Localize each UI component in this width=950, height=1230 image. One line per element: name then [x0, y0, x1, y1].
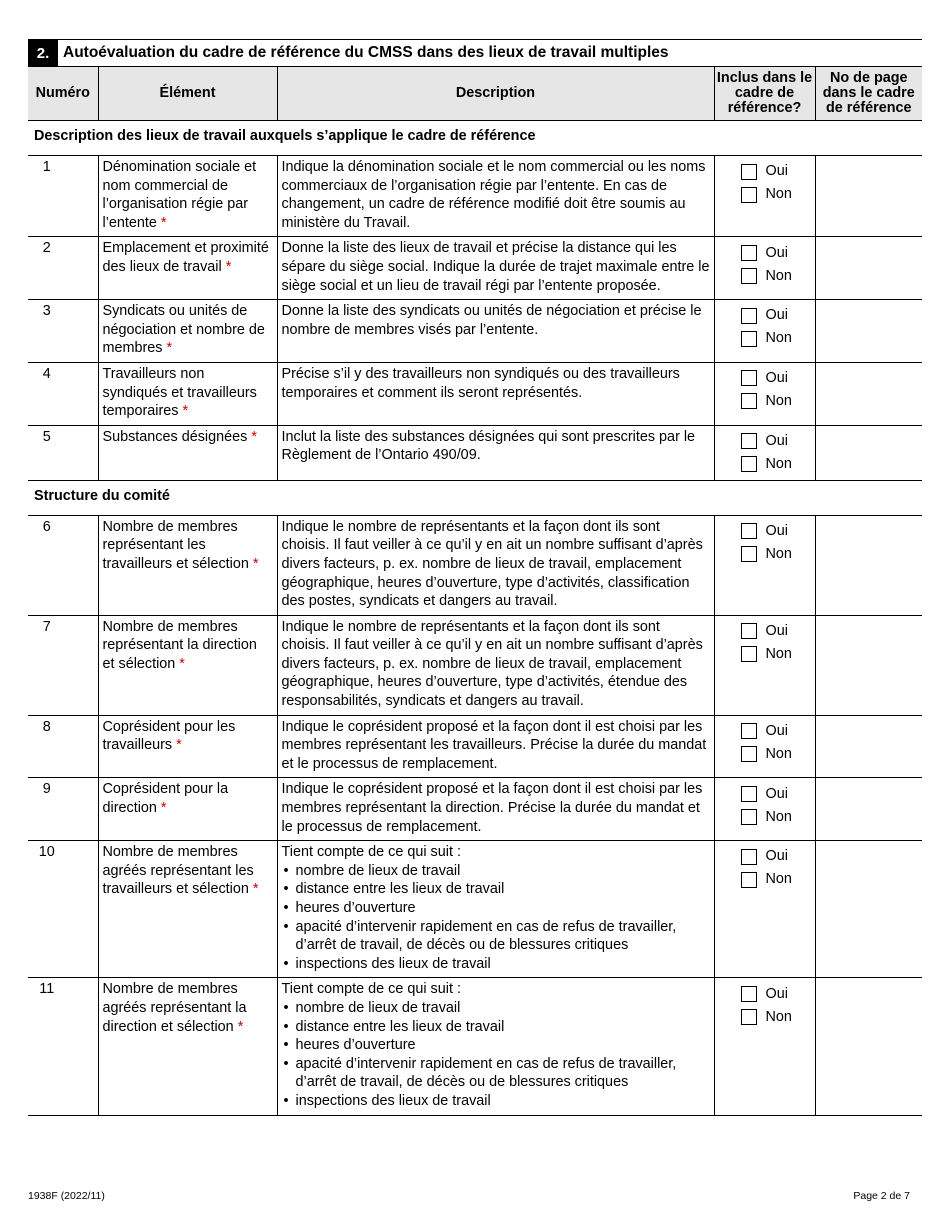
description-text: Précise s’il y des travailleurs non syndiqués ou des travailleurs temporaires et comment ils seront représentés.: [281, 365, 680, 401]
checkbox-non-option[interactable]: [741, 643, 811, 666]
description-list-item: • inspections des lieux de travail: [282, 1092, 710, 1111]
page-number-field[interactable]: [815, 778, 922, 841]
checkbox-non[interactable]: [741, 393, 757, 409]
row-number: [28, 515, 98, 615]
page-number-field[interactable]: [815, 978, 922, 1115]
row-number: [28, 300, 98, 363]
checkbox-oui-label: Oui: [765, 785, 788, 802]
included-cell: [714, 425, 815, 480]
group-title: Structure du comité: [28, 480, 922, 515]
checkbox-oui-label: Oui: [765, 985, 788, 1002]
table-row: [28, 237, 922, 300]
required-mark: *: [182, 403, 189, 420]
row-number: [28, 778, 98, 841]
required-mark: *: [179, 655, 185, 672]
element-text: Travailleurs non syndiqués et travailleurs temporaires: [102, 365, 257, 420]
description-list-item: • inspections des lieux de travail: [282, 955, 710, 974]
checkbox-oui[interactable]: [741, 723, 757, 739]
row-number-text: 1: [42, 159, 51, 175]
row-number-text: 8: [42, 718, 51, 735]
checkbox-oui[interactable]: [741, 164, 757, 180]
checkbox-oui-label: Oui: [765, 432, 788, 449]
row-number: [28, 615, 98, 715]
element-text: Nombre de membres représentant les travailleurs et sélection: [102, 518, 249, 572]
table-row: [28, 156, 922, 237]
table-body: [28, 121, 922, 1116]
checkbox-non[interactable]: [741, 809, 757, 825]
row-number: [28, 978, 98, 1115]
checkbox-oui-option[interactable]: [741, 782, 811, 805]
checkbox-non-option[interactable]: [741, 183, 811, 206]
row-number: [28, 715, 98, 778]
description-text: Donne la liste des syndicats ou unités de négociation et précise le nombre de membres visés par l’entente.: [281, 303, 702, 338]
checkbox-oui-option[interactable]: [741, 367, 811, 390]
row-description: [277, 425, 714, 480]
table-row: [28, 615, 922, 715]
row-number-text: 11: [39, 981, 55, 998]
description-text: Indique le coprésident proposé et la façon dont il est choisi par les membres représentant les travailleurs. Précise la durée du mandat et le processus de remplacement.: [281, 718, 707, 772]
page-number-field[interactable]: [815, 425, 922, 480]
description-text: Donne la liste des lieux de travail et précise la distance qui les sépare du siège social. Indique la durée de trajet maximale entre le siège social et un lieu de travail régi par l’entente proposée.: [281, 240, 710, 294]
col-header-inclus: Inclus dans le cadre de référence?: [714, 67, 815, 121]
description-list: [282, 862, 710, 974]
row-description: [277, 715, 714, 778]
element-text: Nombre de membres agréés représentant les travailleurs et sélection: [102, 844, 254, 898]
description-text: Indique la dénomination sociale et le nom commercial ou les noms commerciaux de l’organisation régie par l’entente. En cas de changement, un cadre de référence modifié doit être soumis au ministère du Travail.: [281, 159, 706, 231]
checkbox-oui-label: Oui: [765, 163, 788, 180]
checkbox-oui-option[interactable]: [741, 520, 811, 543]
row-description: [277, 156, 714, 237]
element-text: Nombre de membres agréés représentant la direction et sélection: [102, 981, 247, 1035]
table-header-row: [28, 67, 922, 121]
table-row: [28, 778, 922, 841]
table-row: [28, 515, 922, 615]
description-text: Inclut la liste des substances désignées qui sont prescrites par le Règlement de l’Ontario 490/09.: [281, 428, 696, 464]
checkbox-oui[interactable]: [741, 308, 757, 324]
row-element: [98, 615, 277, 715]
checkbox-oui-label: Oui: [765, 622, 788, 639]
row-element: [98, 156, 277, 237]
row-number: [28, 425, 98, 480]
checkbox-non-label: Non: [765, 808, 792, 825]
section-header: [28, 39, 922, 66]
checkbox-non-label: Non: [765, 267, 792, 284]
description-text: Indique le nombre de représentants et la façon dont ils sont choisis. Il faut veiller à ce qu’il y en ait un nombre suffisant d’après divers facteurs, p. ex. nombre de lieux de travail, emplacement géographique, heures d’ouverture, type d’activités, étendue des responsabilités, syndicats et dangers au travail.: [281, 618, 703, 710]
included-cell: [714, 841, 815, 978]
included-cell: [714, 778, 815, 841]
col-header-description: Description: [277, 67, 714, 121]
description-list-item: • nombre de lieux de travail: [282, 862, 710, 881]
checkbox-oui-option[interactable]: [741, 720, 811, 743]
checkbox-oui-option[interactable]: [741, 430, 811, 453]
element-text: Substances désignées: [102, 428, 248, 445]
element-text: Coprésident pour la direction: [102, 781, 229, 817]
checkbox-oui-label: Oui: [765, 244, 788, 261]
element-text: Nombre de membres représentant la direction et sélection: [102, 618, 257, 672]
row-number-text: 6: [42, 518, 51, 535]
row-element: [98, 425, 277, 480]
row-description: [277, 778, 714, 841]
row-element: [98, 515, 277, 615]
required-mark: *: [160, 800, 167, 817]
checkbox-non-option[interactable]: [741, 390, 811, 413]
col-header-numero: Numéro: [28, 67, 98, 121]
required-mark: *: [237, 1018, 244, 1035]
table-row: [28, 715, 922, 778]
checkbox-oui[interactable]: [741, 849, 757, 865]
col-header-element: Élément: [98, 67, 277, 121]
row-number: [28, 156, 98, 237]
checkbox-oui[interactable]: [741, 433, 757, 449]
checkbox-non-label: Non: [765, 545, 792, 562]
checkbox-non[interactable]: [741, 746, 757, 762]
included-cell: [714, 715, 815, 778]
description-list-item: • heures d’ouverture: [282, 1036, 710, 1055]
checkbox-non[interactable]: [741, 546, 757, 562]
section-number: 2.: [28, 40, 58, 66]
checkbox-oui-option[interactable]: [741, 982, 811, 1005]
form-page: [28, 39, 922, 1116]
page-number-field[interactable]: [815, 300, 922, 363]
checkbox-non-option[interactable]: [741, 264, 811, 287]
description-text: Indique le nombre de représentants et la façon dont ils sont choisis. Il faut veiller à ce qu’il y en ait un nombre suffisant d’après divers facteurs, p. ex. nombre de lieux de travail, emplacement géographique, heures d’ouverture, type d’activités, classification des postes, syndicats et dangers au travail.: [281, 518, 703, 610]
checkbox-non-option[interactable]: [741, 868, 811, 891]
row-description: [277, 362, 714, 425]
description-text: Indique le coprésident proposé et la façon dont il est choisi par les membres représentant la direction. Précise la durée du mandat et le processus de remplacement.: [281, 781, 703, 835]
required-mark: *: [252, 881, 259, 898]
checkbox-non-option[interactable]: [741, 805, 811, 828]
section-title: Autoévaluation du cadre de référence du CMSS dans des lieux de travail multiples: [63, 44, 669, 61]
row-number-text: 4: [42, 365, 51, 382]
checkbox-non[interactable]: [741, 331, 757, 347]
row-element: [98, 778, 277, 841]
checkbox-oui[interactable]: [741, 245, 757, 261]
table-row: [28, 841, 922, 978]
col-header-page: No de page dans le cadre de référence: [815, 67, 922, 121]
included-cell: [714, 156, 815, 237]
row-description: [277, 237, 714, 300]
checkbox-oui[interactable]: [741, 623, 757, 639]
group-row: [28, 480, 922, 515]
row-number: [28, 841, 98, 978]
page-number: Page 2 de 7: [853, 1190, 910, 1202]
row-number: [28, 362, 98, 425]
checkbox-non-option[interactable]: [741, 1005, 811, 1028]
required-mark: *: [160, 214, 167, 231]
table-row: [28, 362, 922, 425]
row-number: [28, 237, 98, 300]
included-cell: [714, 615, 815, 715]
row-element: [98, 978, 277, 1115]
page-number-field[interactable]: [815, 841, 922, 978]
checkbox-oui-label: Oui: [765, 307, 788, 324]
description-list-item: • apacité d’intervenir rapidement en cas de refus de travailler, d’arrêt de travail, de décès ou de blessures critiques: [282, 918, 710, 955]
included-cell: [714, 237, 815, 300]
description-list-item: • apacité d’intervenir rapidement en cas de refus de travailler, d’arrêt de travail, de décès ou de blessures critiques: [282, 1055, 710, 1092]
checkbox-non[interactable]: [741, 872, 757, 888]
page-number-field[interactable]: [815, 715, 922, 778]
row-element: [98, 715, 277, 778]
checkbox-non[interactable]: [741, 187, 757, 203]
checkbox-non-label: Non: [765, 455, 792, 472]
row-element: [98, 300, 277, 363]
checkbox-non-option[interactable]: [741, 743, 811, 766]
required-mark: *: [251, 428, 257, 445]
checkbox-non-label: Non: [765, 645, 792, 662]
row-number-text: 7: [42, 618, 51, 635]
page-number-field[interactable]: [815, 362, 922, 425]
included-cell: [714, 362, 815, 425]
checkbox-oui-label: Oui: [765, 722, 788, 739]
page-number-field[interactable]: [815, 156, 922, 237]
checkbox-non[interactable]: [741, 1009, 757, 1025]
checkbox-oui-option[interactable]: [741, 845, 811, 868]
table-row: [28, 300, 922, 363]
required-mark: *: [225, 258, 232, 275]
required-mark: *: [252, 555, 259, 572]
checkbox-oui-label: Oui: [765, 848, 788, 865]
row-element: [98, 362, 277, 425]
checkbox-non-label: Non: [765, 393, 792, 410]
row-number-text: 9: [42, 781, 51, 798]
checkbox-non-label: Non: [765, 186, 792, 203]
row-number-text: 3: [42, 303, 51, 320]
included-cell: [714, 300, 815, 363]
included-cell: [714, 515, 815, 615]
checkbox-non[interactable]: [741, 268, 757, 284]
group-title: Description des lieux de travail auxquels s’applique le cadre de référence: [28, 121, 922, 156]
page-number-field[interactable]: [815, 515, 922, 615]
checkbox-oui[interactable]: [741, 523, 757, 539]
checkbox-non-label: Non: [765, 1008, 792, 1025]
description-list: [282, 999, 710, 1111]
description-list-item: • distance entre les lieux de travail: [282, 1018, 710, 1037]
description-list-item: • heures d’ouverture: [282, 899, 710, 918]
form-id: 1938F (2022/11): [28, 1190, 105, 1202]
checkbox-oui-option[interactable]: [741, 304, 811, 327]
checkbox-non-option[interactable]: [741, 543, 811, 566]
page-number-field[interactable]: [815, 615, 922, 715]
description-list-item: • nombre de lieux de travail: [282, 999, 710, 1018]
row-element: [98, 841, 277, 978]
row-description: [277, 841, 714, 978]
table-row: [28, 425, 922, 480]
description-text: Tient compte de ce qui suit :: [281, 981, 461, 998]
checkbox-oui[interactable]: [741, 370, 757, 386]
checkbox-non-label: Non: [765, 330, 792, 347]
element-text: Emplacement et proximité des lieux de travail: [102, 240, 269, 275]
checkbox-oui-label: Oui: [765, 522, 788, 539]
group-row: [28, 121, 922, 156]
checkbox-oui-option[interactable]: [741, 160, 811, 183]
row-number-text: 10: [38, 844, 55, 861]
checkbox-oui[interactable]: [741, 786, 757, 802]
checkbox-non-option[interactable]: [741, 453, 811, 476]
row-description: [277, 615, 714, 715]
table-row: [28, 978, 922, 1115]
element-text: Coprésident pour les travailleurs: [102, 718, 236, 754]
description-text: Tient compte de ce qui suit :: [281, 844, 461, 861]
row-element: [98, 237, 277, 300]
row-number-text: 5: [42, 428, 51, 445]
checkbox-oui-option[interactable]: [741, 241, 811, 264]
row-description: [277, 300, 714, 363]
self-assessment-table: [28, 66, 922, 1116]
checkbox-non[interactable]: [741, 646, 757, 662]
row-description: [277, 978, 714, 1115]
checkbox-non[interactable]: [741, 456, 757, 472]
checkbox-oui[interactable]: [741, 986, 757, 1002]
page-number-field[interactable]: [815, 237, 922, 300]
checkbox-non-label: Non: [765, 745, 792, 762]
included-cell: [714, 978, 815, 1115]
description-list-item: • distance entre les lieux de travail: [282, 880, 710, 899]
element-text: Syndicats ou unités de négociation et nombre de membres: [102, 303, 265, 357]
required-mark: *: [176, 737, 182, 754]
required-mark: *: [166, 340, 173, 357]
element-text: Dénomination sociale et nom commercial de l’organisation régie par l’entente: [102, 159, 257, 231]
row-number-text: 2: [42, 240, 51, 257]
row-description: [277, 515, 714, 615]
checkbox-oui-option[interactable]: [741, 620, 811, 643]
checkbox-non-option[interactable]: [741, 327, 811, 350]
checkbox-oui-label: Oui: [765, 370, 788, 387]
checkbox-non-label: Non: [765, 871, 792, 888]
